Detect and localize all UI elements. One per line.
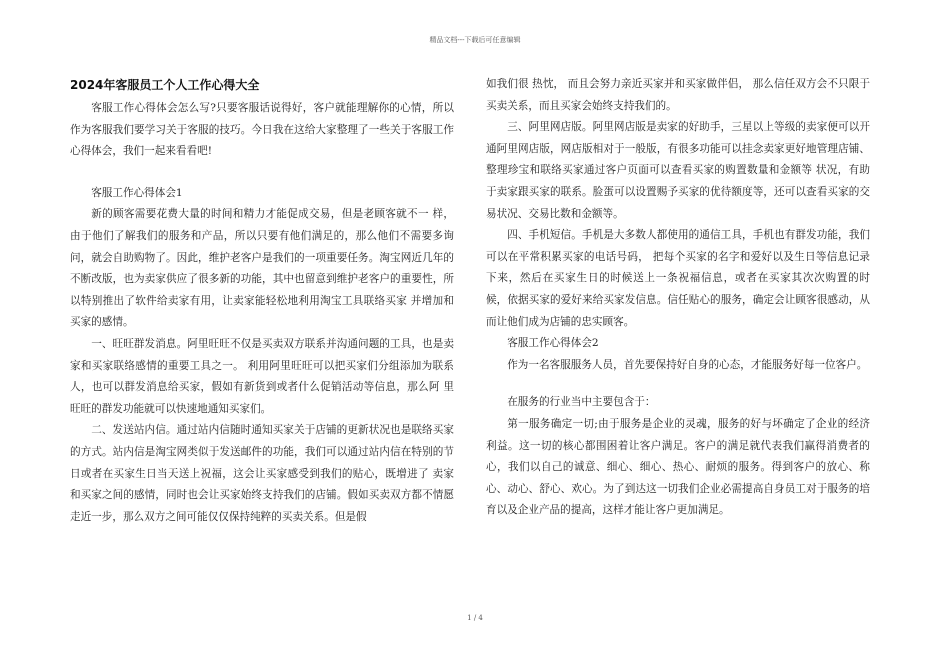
paragraph: 一、旺旺群发消息。阿里旺旺不仅是买卖双方联系并沟通问题的工具，也是卖家和买家联络感情的重要工具之一。 利用阿里旺旺可以把买家们分组添加为联系人，也可以群发消息给买家，假如有新货到或者什么促销活动等信息，那么阿 里旺旺的群发功能就可以快速地通知买家们。: [70, 337, 454, 415]
document-title: 2024年客服员工个人工作心得大全: [70, 78, 260, 92]
section-heading-2: 客服工作心得体会2: [507, 337, 599, 350]
paragraph: 四、手机短信。手机是大多数人都使用的通信工具，手机也有群发功能，我们可以在平常积累买家的电话号码， 把每个买家的名字和爱好以及生日等信息记录下来，然后在买家生日的时候送上一条祝福信息，或者在买家其次次购置的时 候，依据买家的爱好来给买家发信息。信任贴心的服务，确定会让顾客很感动，从而让他们成为店铺的忠实顾客。: [486, 229, 870, 328]
paragraph: 在服务的行业当中主要包含于：: [507, 396, 656, 409]
paragraph: 作为一名客服服务人员，首先要保持好自身的心态，才能服务好每一位客户。: [507, 358, 868, 371]
paragraph: 三、阿里网店版。阿里网店版是卖家的好助手，三星以上等级的卖家便可以开通阿里网店版，网店版相对于一般版，有很多功能可以挂念卖家更好地管理店铺、整理珍宝和联络买家通过客户页面可以查看买家的购置数量和金额等 状况，有助于卖家跟买家的联系。脸蛋可以设置赐予买家的优待额度等，还可以查看买家的交易状况、交易比数和金额等。: [486, 121, 870, 220]
paragraph-continued: 如我们很 热忱， 而且会努力亲近买家并和买家做伴侣， 那么信任双方会不只限于买卖关系，而且买家会始终支持我们的。: [486, 78, 870, 112]
paragraph: 新的顾客需要花费大量的时间和精力才能促成交易，但是老顾客就不一 样，由于他们了解我们的服务和产品，所以只要有他们满足的，那么他们不需要多询问，就会自助购物了。因此，维护老客户是我们的一项重要任务。淘宝网近几年的不断改版，也为卖家供应了很多新的功能，其中也留意到维护老客户的重要性，所以特别推出了软件给卖家有用，让卖家能轻松地利用淘宝工具联络买家 并增加和买家的感情。: [70, 208, 454, 329]
intro-paragraph: 客服工作心得体会怎么写?只要客服话说得好，客户就能理解你的心情，所以作为客服我们要学习关于客服的技巧。今日我在这给大家整理了一些关于客服工作心得体会，我们一起来看看吧!: [70, 102, 454, 158]
paragraph: 二、发送站内信。通过站内信随时通知买家关于店铺的更新状况也是联络买家的方式。站内信是淘宝网类似于发送邮件的功能，我们可以通过站内信在特别的节日或者在买家生日当天送上祝福，这会让买家感受到我们的贴心，既增进了 卖家和买家之间的感情，同时也会让买家始终支持我们的店铺。假如买卖双方都不情愿走近一步，那么双方之间可能仅仅保持纯粹的买卖关系。但是假: [70, 424, 454, 523]
spacer: [70, 163, 454, 183]
page-header: 精品文档---下载后可任意编辑: [429, 36, 521, 44]
paragraph: 第一服务确定一切;由于服务是企业的灵魂，服务的好与坏确定了企业的经济利益。这一切的核心都围困着让客户满足。客户的满足就代表我们赢得消费者的心，我们以自己的诚意、细心、细心、热心、耐烦的服务。得到客户的放心、称心、动心、舒心、欢心。为了到达这一切我们企业必需提高自身员工对于服务的培育以及企业产品的提高，这样才能让客户更加满足。: [486, 417, 870, 517]
spacer: [486, 376, 870, 392]
section-heading-1: 客服工作心得体会1: [91, 186, 183, 199]
right-column: [486, 74, 870, 522]
page-number: 1 / 4: [467, 614, 483, 622]
left-column: [70, 74, 454, 528]
